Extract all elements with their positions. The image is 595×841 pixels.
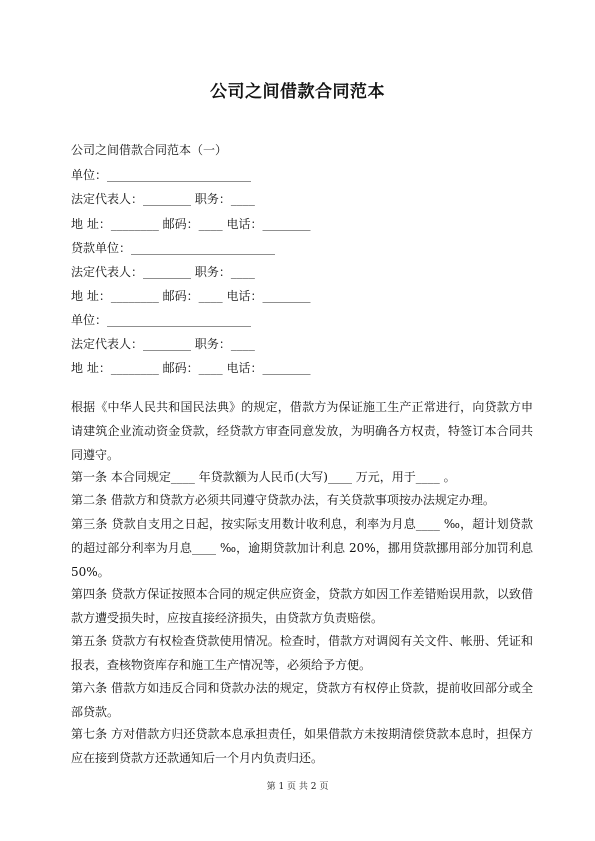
lender-unit-line: 贷款单位：________________________	[71, 241, 276, 255]
article-2: 第二条 借款方和贷款方必须共同遵守贷款办法，有关贷款事项按办法规定办理。	[71, 493, 495, 507]
party-representative-line: 法定代表人：________ 职务：____	[71, 192, 255, 206]
lender-address-line: 地 址：________ 邮码：____ 电话：________	[71, 289, 311, 303]
page-number-footer: 第 1 页 共 2 页	[266, 782, 329, 792]
article-6: 第六条 借款方如违反合同和贷款办法的规定，贷款方有权停止贷款，提前收回部分或全部贷款。	[71, 681, 533, 719]
guarantor-unit-line: 单位：________________________	[71, 313, 252, 327]
article-5: 第五条 贷款方有权检查贷款使用情况。检查时，借款方对调阅有关文件、帐册、凭证和报表，查核物资库存和施工生产情况等，必须给予方便。	[71, 634, 533, 672]
subtitle-line: 公司之间借款合同范本（一）	[71, 143, 228, 157]
lender-representative-line: 法定代表人：________ 职务：____	[71, 265, 255, 279]
preamble-paragraph: 根据《中华人民共和国民法典》的规定，借款方为保证施工生产正常进行，向贷款方申请建筑企业流动资金贷款，经贷款方审查同意发放，为明确各方权责，特签订本合同共同遵守。	[71, 400, 533, 462]
guarantor-representative-line: 法定代表人：________ 职务：____	[71, 337, 255, 351]
guarantor-address-line: 地 址：________ 邮码：____ 电话：________	[71, 361, 311, 375]
party-unit-line: 单位：________________________	[71, 168, 252, 182]
article-4: 第四条 贷款方保证按照本合同的规定供应资金，贷款方如因工作差错贻误用款，以致借款方遭受损失时，应按直接经济损失，由贷款方负责赔偿。	[71, 587, 533, 625]
article-7: 第七条 方对借款方归还贷款本息承担责任，如果借款方未按期清偿贷款本息时，担保方应在接到贷款方还款通知后一个月内负责归还。	[71, 727, 533, 765]
article-3: 第三条 贷款自支用之日起，按实际支用数计收利息，利率为月息____ ‰，超计划贷款的超过部分利率为月息____ ‰，逾期贷款加计利息 20%，挪用贷款挪用部分加罚利息 50%。	[71, 517, 533, 579]
document-title: 公司之间借款合同范本	[210, 82, 385, 102]
party-address-line: 地 址：________ 邮码：____ 电话：________	[71, 217, 311, 231]
article-1: 第一条 本合同规定____ 年贷款额为人民币(大写)____ 万元，用于____ 。	[71, 470, 456, 484]
